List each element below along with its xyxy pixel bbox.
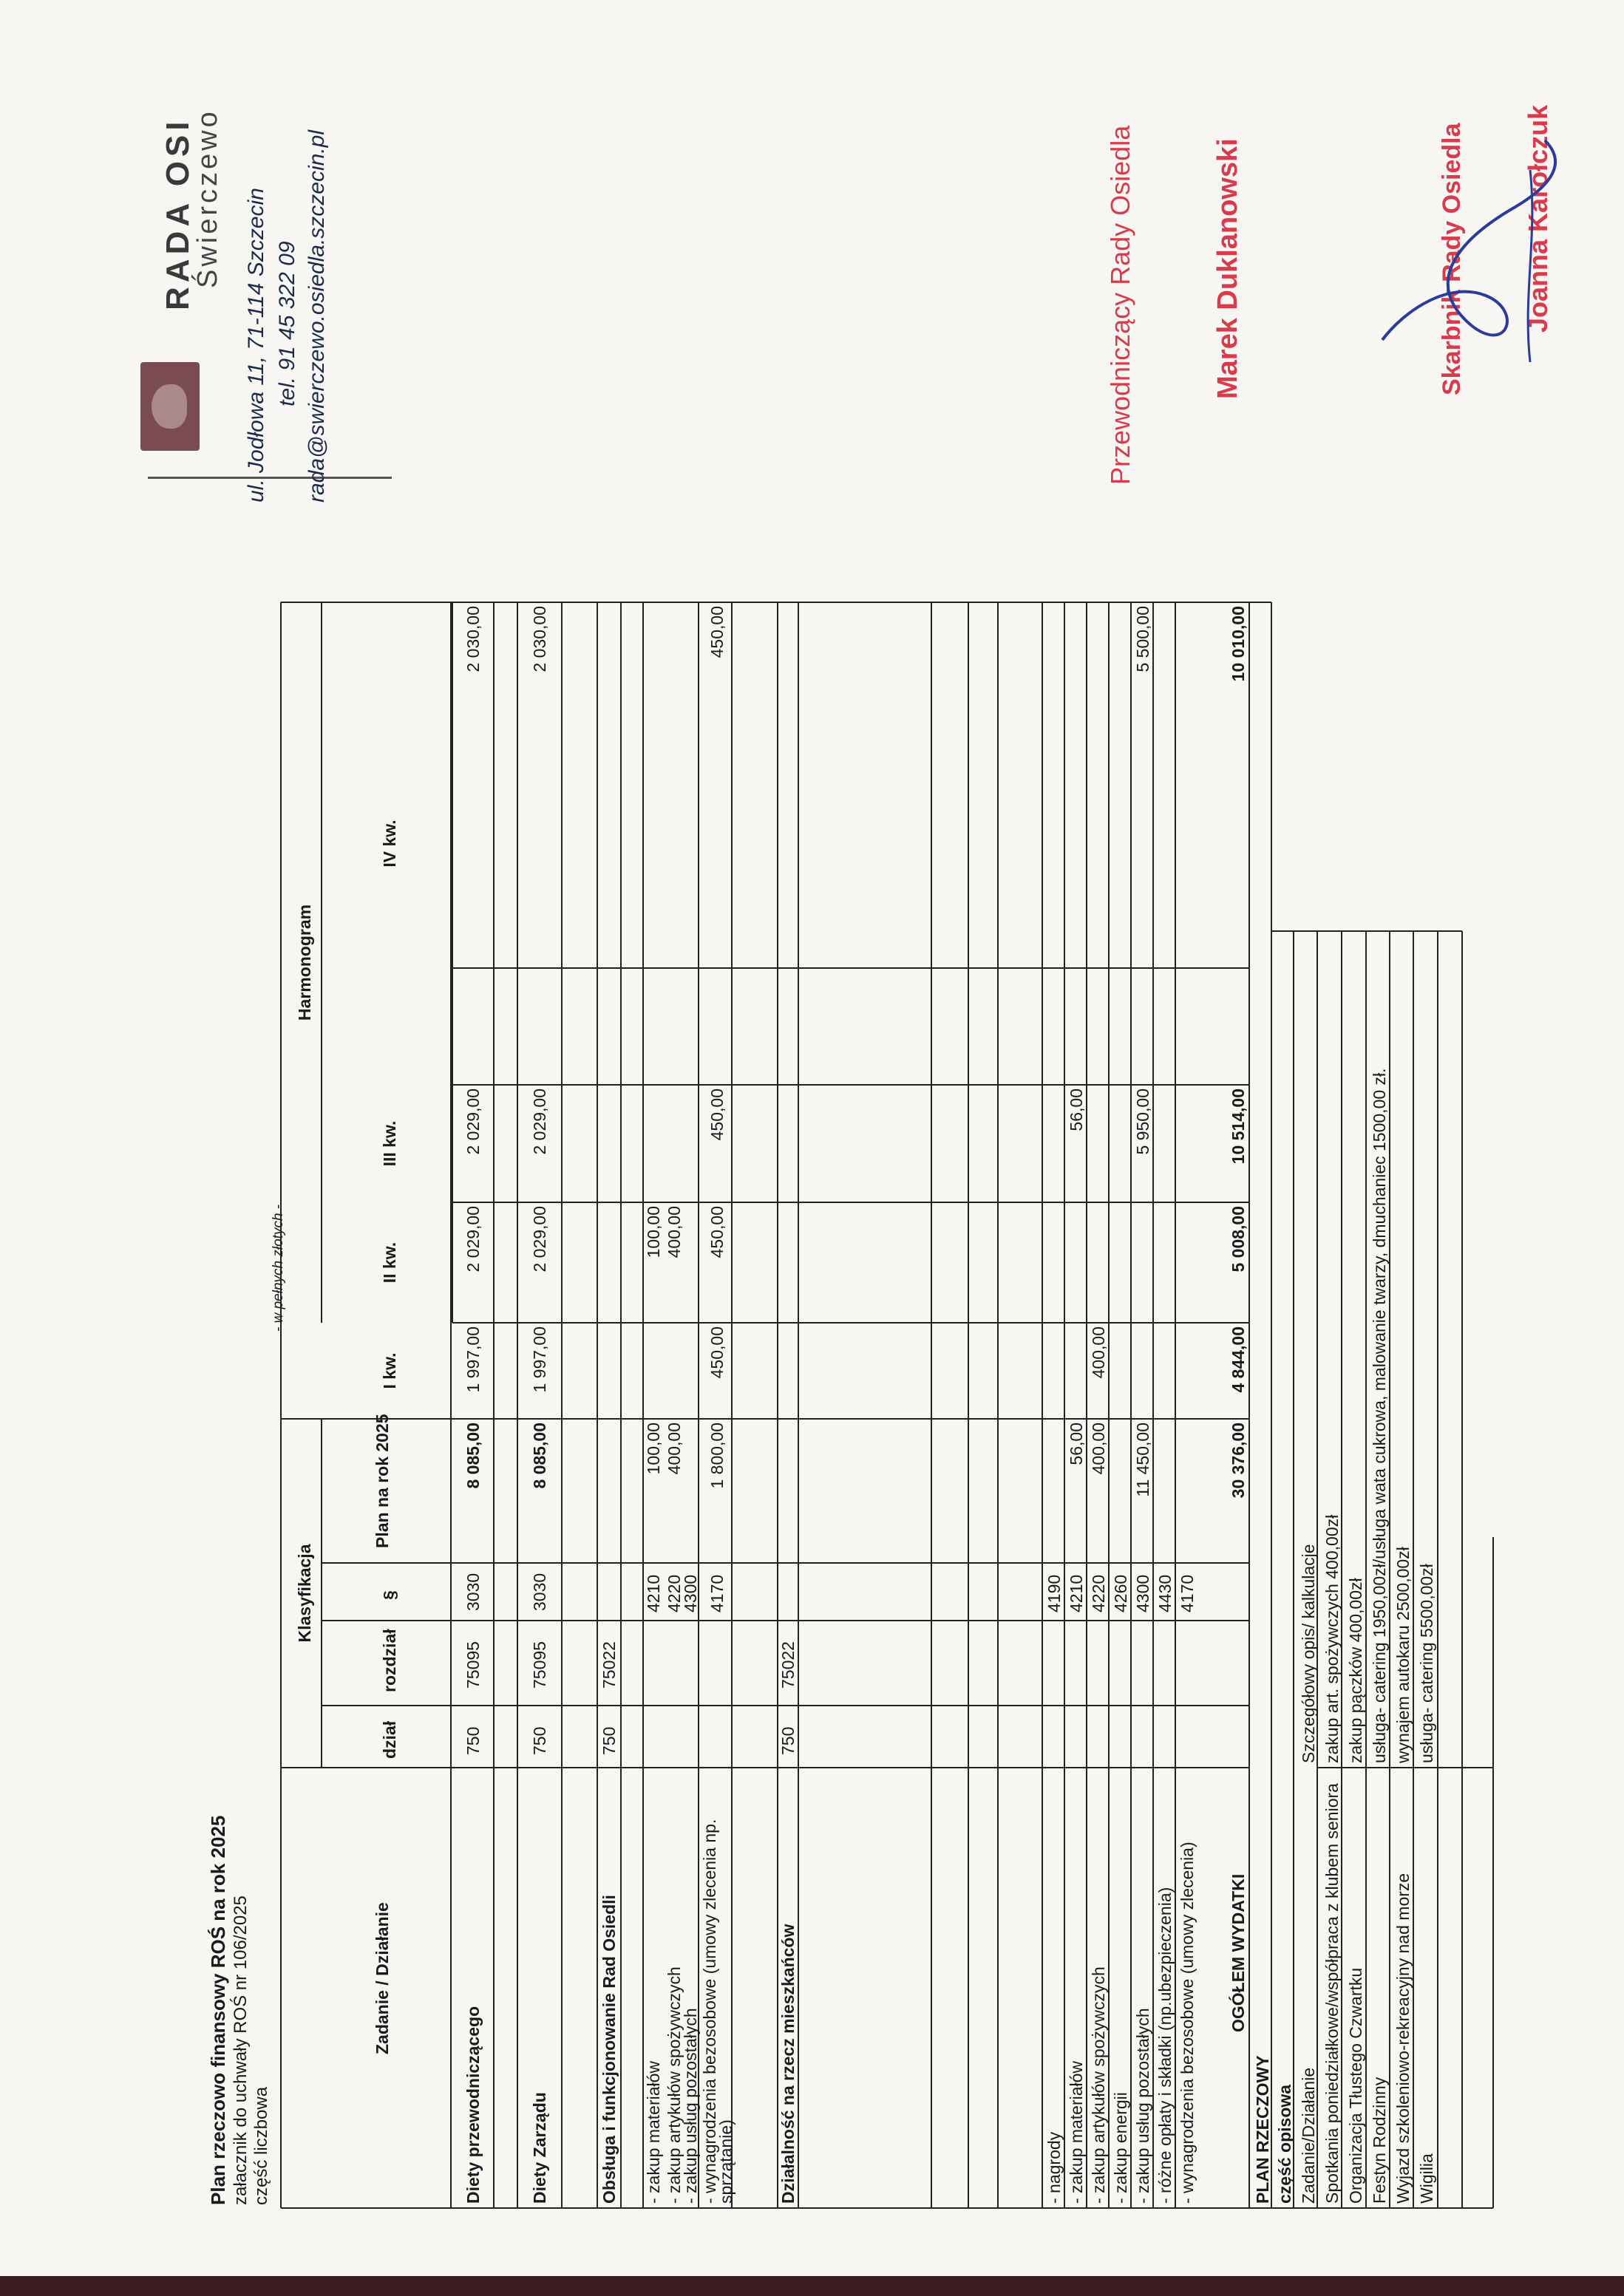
chair-title-stamp: Przewodniczący Rady Osiedla [1105,125,1135,485]
cell-paragraf: 4170 [707,1574,727,1612]
stamp-district: Świerczewo [192,109,223,288]
row-d-energia: - zakup energii [1111,2092,1130,2204]
document-part-label: część liczbowa [251,2086,271,2205]
row-obs-spozywcze: - zakup artykułów spożywczych [665,1966,684,2204]
row-d-wynagrodzenia: - wynagrodzenia bezosobowe (umowy zlecenia) [1178,1842,1197,2204]
cell-q3: 56,00 [1067,1089,1086,1131]
treasurer-title-stamp: Skarbnik Rady Osiedla [1438,123,1466,395]
document-title: Plan rzeczowo finansowy ROŚ na rok 2025 [207,1815,229,2205]
cell-rozdzial: 75095 [530,1641,549,1689]
document-subtitle: załacznik do uchwały ROŚ nr 106/2025 [231,1895,251,2205]
cell-q1: 450,00 [707,1326,727,1379]
cell-q3: 2 029,00 [463,1089,483,1155]
cell-q2: 400,00 [665,1206,684,1258]
stamp-address: ul. Jodłowa 11, 71-114 Szczecin [244,188,268,503]
cell-paragraf: 3030 [463,1573,483,1611]
plan-item-task: Wigilia [1417,2153,1436,2204]
cell-rozdzial: 75022 [778,1641,798,1689]
row-obs-wynagrodzenia: - wynagrodzenia bezosobowe (umowy zlecenia np. [700,1819,719,2204]
cell-dzial: 750 [530,1726,549,1755]
cell-plan: 1 800,00 [707,1423,727,1489]
cell-paragraf: 4220 [1089,1574,1108,1612]
stamp-phone: tel. 91 45 322 09 [275,241,299,406]
row-diety-przewodniczacego: Diety przewodniczącego [463,2006,483,2204]
cell-plan: 8 085,00 [530,1423,549,1489]
header-classification: Klasyfikacja [295,1544,314,1643]
cell-paragraf: 3030 [530,1573,549,1611]
cell-paragraf: 4210 [1067,1574,1086,1612]
plan-rzeczowy-title: PLAN RZECZOWY [1253,2055,1272,2204]
row-d-materialy: - zakup materiałów [1067,2060,1086,2204]
cell-dzial: 750 [599,1726,619,1755]
cell-q1-total: 4 844,00 [1229,1326,1248,1393]
cell-q4: 5 500,00 [1133,606,1152,672]
row-dzialalnosc: Działalność na rzecz mieszkańców [778,1924,798,2204]
plan-item-task: Festyn Rodzinny [1370,2077,1389,2204]
row-ogolem: OGÓŁEM WYDATKI [1229,1873,1248,2032]
row-d-spozywcze: - zakup artykułów spożywczych [1089,1966,1108,2204]
cell-plan: 56,00 [1067,1423,1086,1465]
plan-col-desc: Szczegółowy opis/ kalkulacje [1299,1544,1318,1763]
plan-item-desc: usługa- catering 5500,00zł [1417,1564,1436,1763]
cell-dzial: 750 [778,1726,798,1755]
header-q3: III kw. [380,1120,399,1167]
cell-q4: 450,00 [707,606,727,658]
cell-q4: 2 030,00 [530,606,549,672]
cell-q3: 450,00 [707,1089,727,1141]
header-task: Zadanie / Działanie [373,1902,392,2054]
cell-paragraf: 4210 [644,1574,663,1612]
chair-name-stamp: Marek Duklanowski [1212,138,1243,399]
unit-note: - w pełnych złotych - [271,1204,286,1332]
cell-rozdzial: 75022 [599,1641,619,1689]
cell-plan: 8 085,00 [463,1423,483,1489]
cell-paragraf: 4190 [1044,1574,1064,1612]
cell-paragraf: 4220 [665,1574,684,1612]
cell-q1: 1 997,00 [530,1326,549,1393]
stamp-brand: RADA OSI [160,117,196,310]
cell-plan-total: 30 376,00 [1229,1423,1248,1499]
cell-dzial: 750 [463,1726,483,1755]
stamp-divider [148,477,392,479]
header-dzial: dział [380,1720,399,1759]
cell-q4-total: 10 010,00 [1229,606,1248,682]
stamp-email: rada@swierczewo.osiedla.szczecin.pl [305,130,329,503]
plan-item-task: Organizacja Tłustego Czwartku [1346,1967,1365,2204]
row-d-uslugi: - zakup usług pozostałych [1133,2008,1152,2204]
cell-q3-total: 10 514,00 [1229,1089,1248,1165]
cell-paragraf: 4300 [681,1574,700,1612]
cell-paragraf: 4300 [1133,1574,1152,1612]
cell-plan: 100,00 [644,1423,663,1475]
cell-q2: 2 029,00 [463,1206,483,1273]
cell-q2: 450,00 [707,1206,727,1258]
cell-paragraf: 4260 [1111,1574,1130,1612]
council-logo-emblem [152,384,187,429]
treasurer-name-stamp: Joanna Karołczuk [1523,104,1553,333]
row-obs-uslugi: - zakup usług pozostałych [681,2008,700,2204]
cell-plan: 400,00 [665,1423,684,1475]
desk-edge [0,2276,1624,2296]
plan-item-task: Wyjazd szkoleniowo-rekreacyjny nad morze [1393,1873,1413,2204]
plan-item-desc: zakup pączków 400,00zł [1346,1578,1365,1763]
plan-item-task: Spotkania poniedziałkowe/współpraca z klubem seniora [1322,1783,1342,2204]
plan-col-task: Zadanie/Działanie [1299,2067,1318,2204]
cell-q4: 2 030,00 [463,606,483,672]
row-d-nagrody: - nagrody [1044,2131,1064,2204]
plan-item-desc: zakup art. spożywczych 400,00zł [1322,1514,1342,1763]
header-rozdzial: rozdział [380,1629,399,1692]
header-schedule: Harmonogram [295,904,314,1021]
header-q1: I kw. [380,1352,399,1389]
cell-q3: 2 029,00 [530,1089,549,1155]
cell-plan: 11 450,00 [1133,1423,1152,1497]
row-d-oplaty: - różne opłaty i składki (np.ubezpieczenia) [1155,1887,1175,2204]
header-q2: II kw. [380,1241,399,1284]
plan-item-desc: usługa- catering 1950,00zł/usługa wata cukrowa, malowanie twarzy, dmuchaniec 1500,00 zł. [1370,1068,1389,1763]
cell-paragraf: 4170 [1178,1574,1197,1612]
row-obs-materialy: - zakup materiałów [644,2060,663,2204]
cell-q3: 5 950,00 [1133,1089,1152,1155]
row-obsluga: Obsługa i funkcjonowanie Rad Osiedli [599,1895,619,2204]
row-diety-zarzadu: Diety Zarządu [530,2092,549,2204]
header-q4: IV kw. [380,820,399,868]
cell-rozdzial: 75095 [463,1641,483,1689]
plan-item-desc: wynajem autokaru 2500,00zł [1393,1547,1413,1763]
cell-q2: 100,00 [644,1206,663,1258]
plan-rzeczowy-section: część opisowa [1275,2084,1294,2204]
cell-q2: 2 029,00 [530,1206,549,1273]
cell-q1: 1 997,00 [463,1326,483,1393]
header-paragraf: § [380,1590,399,1600]
header-plan: Plan na rok 2025 [373,1414,392,1548]
row-obs-wynagrodzenia-cont: sprzątanie) [716,2119,735,2204]
cell-paragraf: 4430 [1155,1574,1175,1612]
cell-plan: 400,00 [1089,1423,1108,1475]
cell-q1: 400,00 [1089,1326,1108,1379]
cell-q2-total: 5 008,00 [1229,1206,1248,1273]
